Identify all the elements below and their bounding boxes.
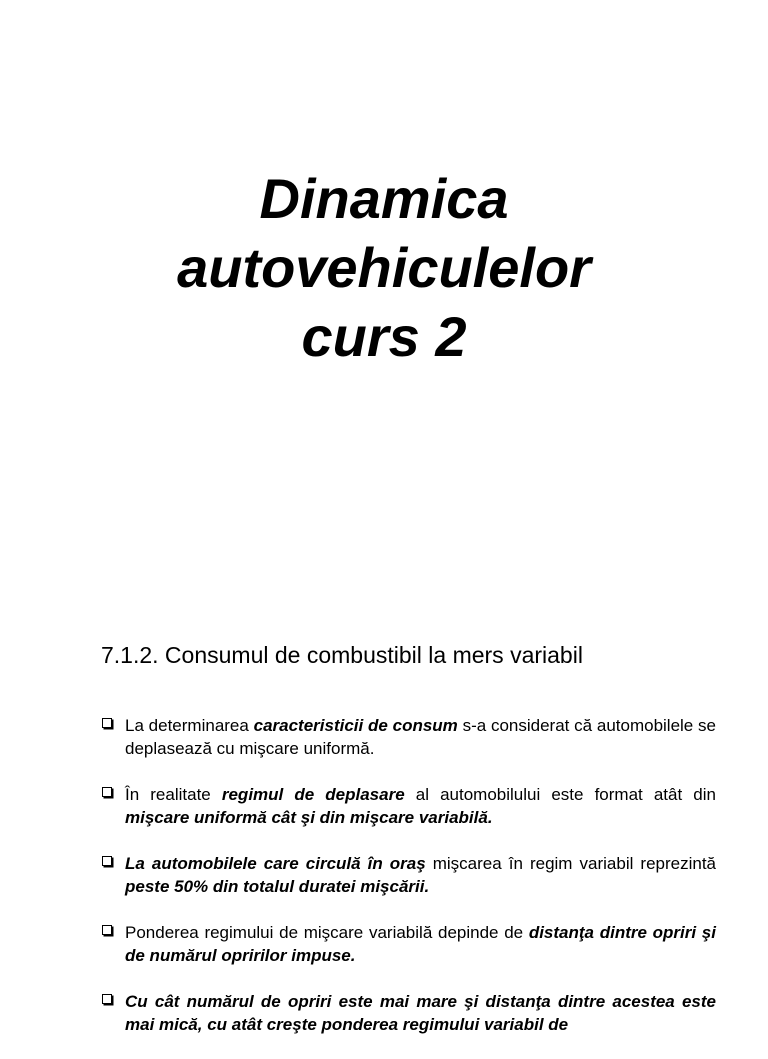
bullet-text: al automobilului este format atât din bbox=[404, 785, 716, 804]
checkbox-bullet-icon bbox=[102, 787, 112, 797]
bullet-text: Ponderea regimului de mişcare variabilă depinde de bbox=[125, 923, 529, 942]
bullet-emphasis: regimul de deplasare bbox=[221, 785, 405, 804]
bullet-emphasis: Cu cât numărul de opriri este mai mare şi distanţa dintre acestea este mai mică, cu atât creşte ponderea regimului variabil de bbox=[125, 992, 716, 1034]
bullet-item bbox=[102, 921, 716, 967]
bullet-item bbox=[102, 852, 716, 898]
bullet-item bbox=[102, 783, 716, 829]
title-line-1: Dinamica bbox=[259, 167, 509, 230]
bullet-emphasis: distanţa dintre opriri şi de numărul opririlor impuse. bbox=[125, 923, 716, 965]
bullet-item bbox=[102, 990, 716, 1036]
bullet-emphasis: La automobilele care circulă în oraş bbox=[125, 854, 426, 873]
bullet-emphasis: peste 50% din totalul duratei mişcării. bbox=[125, 877, 430, 896]
bullet-text: mişcarea în regim variabil reprezintă bbox=[425, 854, 717, 873]
bullet-text: În realitate bbox=[125, 785, 222, 804]
bullet-list bbox=[102, 714, 716, 1059]
checkbox-bullet-icon bbox=[102, 718, 112, 728]
bullet-emphasis: caracteristicii de consum bbox=[253, 716, 458, 735]
bullet-item bbox=[102, 714, 716, 760]
bullet-text: La determinarea bbox=[125, 716, 254, 735]
section-heading: 7.1.2. Consumul de combustibil la mers variabil bbox=[101, 642, 583, 668]
bullet-emphasis: mişcare uniformă cât şi din mişcare variabilă. bbox=[125, 808, 493, 827]
title-line-2: autovehiculelor bbox=[177, 236, 591, 299]
document-title bbox=[0, 164, 768, 371]
checkbox-bullet-icon bbox=[102, 856, 112, 866]
checkbox-bullet-icon bbox=[102, 925, 112, 935]
title-line-3: curs 2 bbox=[301, 305, 467, 368]
bullet-text: s-a considerat că automobilele se deplasează cu mişcare uniformă. bbox=[125, 716, 716, 758]
checkbox-bullet-icon bbox=[102, 994, 112, 1004]
